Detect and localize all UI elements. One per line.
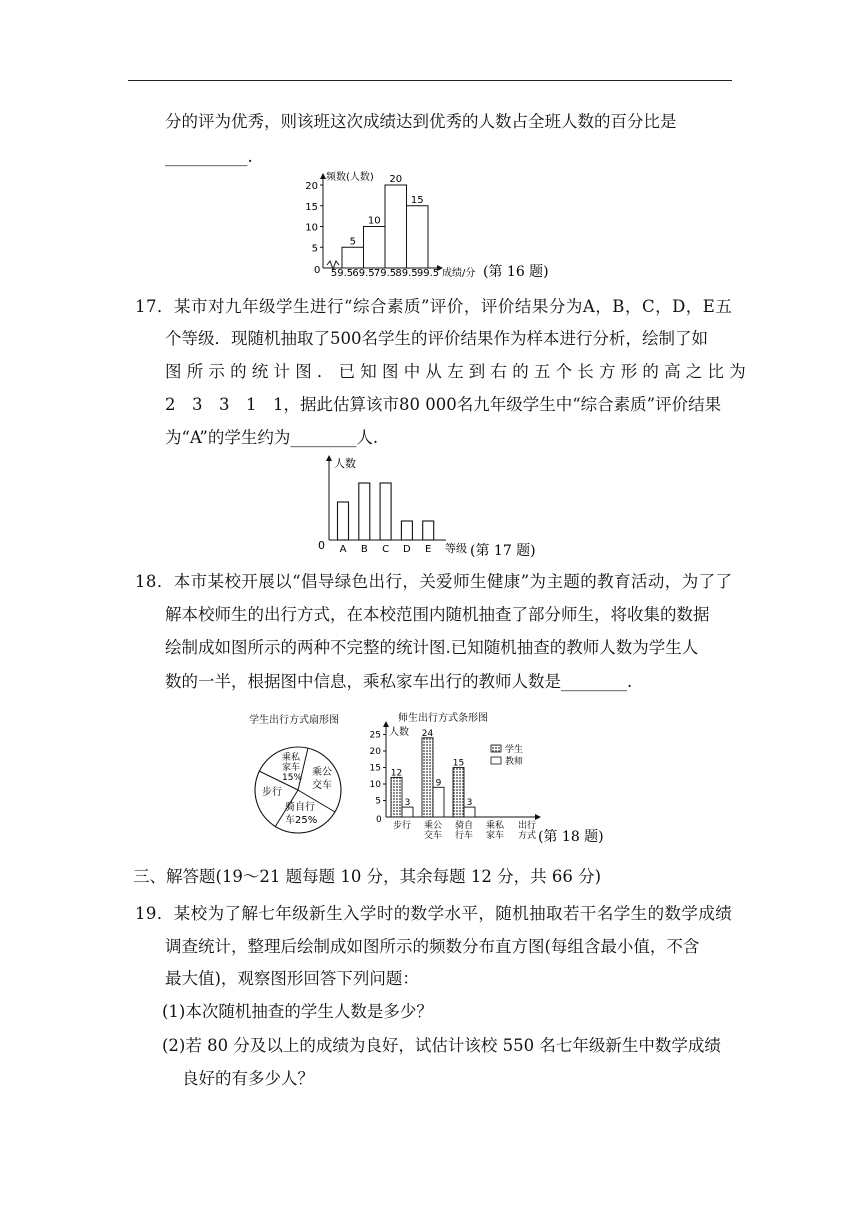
q18-bar-value: 3 bbox=[404, 798, 411, 809]
q16-ytick-label: 20 bbox=[305, 181, 318, 192]
q18-pie-title: 学生出行方式扇形图 bbox=[249, 715, 339, 726]
q16-xtick-label: 69.5 bbox=[352, 268, 375, 279]
legend-teacher-swatch bbox=[491, 757, 501, 764]
q17-line-3: 图所示的统计图．已知图中从左到右的五个长方形的高之比为 bbox=[165, 362, 751, 381]
q16-ylabel: 频数(人数) bbox=[326, 172, 374, 183]
q16-bar bbox=[342, 247, 364, 268]
q17-category-label: A bbox=[339, 544, 347, 555]
q18-pie-label-bus-1: 乘公 bbox=[312, 767, 332, 778]
q16-bar-value: 20 bbox=[389, 174, 403, 185]
legend-student: 学生 bbox=[505, 745, 524, 755]
q18-pie-label-bike-1: 骑自行 bbox=[285, 802, 315, 813]
q17-bar bbox=[380, 483, 391, 540]
header-rule bbox=[128, 80, 732, 81]
q17-category-label: C bbox=[382, 544, 390, 555]
q16-ytick-label: 15 bbox=[305, 201, 318, 213]
q18-pie-label-walk: 步行 bbox=[262, 787, 282, 798]
q17-line-1: 1 7 ． 某 市 对 九 年 级 学 生 进 行 “ 综 合 素 质 ” 评 价 ， 评 价 结 果 分 为 A ， B ， C ， D ， E 五 bbox=[135, 297, 732, 316]
q18-pie-label-bus-2: 交车 bbox=[312, 780, 332, 791]
q17-caption: (第 17 题) bbox=[470, 543, 536, 559]
q18-bar bbox=[464, 807, 475, 817]
q17-bar-chart bbox=[0, 452, 860, 562]
q18-pie-chart bbox=[245, 712, 365, 842]
q18-caption: (第 18 题) bbox=[538, 829, 604, 845]
q18-xlabel-1: 出行 bbox=[518, 821, 537, 831]
q17-ylabel: 人数 bbox=[334, 457, 356, 470]
q16-xtick-label: 59.5 bbox=[330, 268, 354, 279]
q18-category-label: 骑自行车 bbox=[454, 821, 474, 841]
q18-ytick-label: 10 bbox=[369, 780, 381, 790]
q18-ytick-label: 15 bbox=[369, 763, 381, 774]
q18-category-label: 乘私家车 bbox=[485, 821, 505, 841]
q18-pie-label-bike-2: 车25% bbox=[285, 815, 318, 826]
q18-bar-value: 24 bbox=[421, 728, 434, 739]
q17-bar bbox=[338, 502, 349, 540]
q16-bar-value: 5 bbox=[349, 236, 356, 248]
q18-bar bbox=[453, 768, 464, 818]
q18-pie-label-car-3: 15% bbox=[282, 773, 303, 783]
q17-bar bbox=[401, 521, 412, 540]
q17-bar bbox=[423, 521, 434, 540]
q19-line-2: 调查统计，整理后绘制成如图所示的频数分布直方图(每组含最小值，不含 bbox=[165, 937, 700, 956]
q17-category-label: D bbox=[403, 544, 411, 555]
q16-line-1: 分的评为优秀，则该班这次成绩达到优秀的人数占全班人数的百分比是 bbox=[165, 112, 677, 131]
q16-bar bbox=[385, 185, 407, 268]
q18-pie-label-car-2: 家车 bbox=[282, 763, 301, 773]
q16-blank: __________. bbox=[165, 147, 253, 166]
q17-bar bbox=[359, 483, 370, 540]
q18-bar-value: 12 bbox=[390, 768, 403, 779]
q18-bar bbox=[422, 738, 433, 817]
q18-ylabel: 人数 bbox=[389, 727, 409, 738]
q19-part-2: (2)若 80 分及以上的成绩为良好，试估计该校 550 名七年级新生中数学成绩 bbox=[162, 1036, 721, 1055]
q18-bar-chart bbox=[360, 708, 660, 848]
q18-bar-title: 师生出行方式条形图 bbox=[398, 713, 488, 724]
q18-ytick-label: 5 bbox=[375, 796, 381, 807]
q16-xlabel: 成绩/分 bbox=[442, 268, 476, 279]
section-3-heading: 三、解答题(19～21 题每题 10 分，其余每题 12 分，共 66 分) bbox=[133, 867, 602, 886]
q18-line-1: 1 8 ． 本 市 某 校 开 展 以 “ 倡 导 绿 色 出 行 ， 关 爱 师 生 健 康 ” 为 主 题 的 教 育 活 动 ， 为 了 了 bbox=[135, 572, 732, 591]
q18-bar bbox=[391, 777, 402, 817]
q18-category-label: 步行 bbox=[392, 821, 412, 831]
q18-line-2: 解本校师生的出行方式，在本校范围内随机抽查了部分师生，将收集的数据 bbox=[165, 605, 710, 624]
q18-ytick-label: 20 bbox=[369, 747, 381, 757]
q18-category-label: 乘公交车 bbox=[423, 821, 443, 841]
q16-origin: 0 bbox=[314, 265, 321, 276]
q19-part-2-cont: 良好的有多少人？ bbox=[182, 1069, 314, 1088]
q17-origin: 0 bbox=[318, 539, 325, 552]
q19-line-3: 最大值)，观察图形回答下列问题： bbox=[165, 969, 419, 988]
q18-bar-value: 9 bbox=[435, 778, 442, 789]
q18-ytick-label: 25 bbox=[369, 730, 381, 741]
q17-category-label: E bbox=[425, 544, 432, 555]
q16-bar-value: 10 bbox=[367, 215, 381, 227]
legend-student-swatch bbox=[491, 745, 501, 752]
q17-xlabel: 等级 bbox=[445, 542, 467, 555]
q16-histogram bbox=[0, 170, 860, 280]
q16-xtick-label: 79.5 bbox=[373, 268, 397, 279]
q18-bar-value: 15 bbox=[452, 758, 465, 769]
q19-part-1: (1)本次随机抽查的学生人数是多少？ bbox=[162, 1002, 433, 1021]
q17-line-4: 2 3 3 1 1，据此估算该市80 000名九年级学生中“综合素质”评价结果 bbox=[165, 395, 722, 414]
q16-caption: (第 16 题) bbox=[483, 264, 549, 280]
legend-teacher: 教师 bbox=[505, 757, 524, 767]
q17-category-label: B bbox=[360, 544, 368, 555]
q18-bar bbox=[402, 807, 413, 817]
q18-xlabel-2: 方式 bbox=[518, 831, 537, 841]
q16-xtick-label: 89.5 bbox=[395, 268, 418, 279]
q18-pie-label-car-1: 乘私 bbox=[282, 753, 301, 763]
q18-bar bbox=[433, 787, 444, 817]
q16-xtick-label: 99.5 bbox=[416, 268, 440, 279]
q17-line-5: 为“A”的学生约为________人. bbox=[165, 428, 379, 447]
q19-line-1: 1 9 ． 某 校 为 了 解 七 年 级 新 生 入 学 时 的 数 学 水 平 ， 随 机 抽 取 若 干 名 学 生 的 数 学 成 绩 bbox=[135, 904, 732, 923]
q18-bar-value: 3 bbox=[466, 798, 473, 809]
q17-line-2: 个等级．现随机抽取了500名学生的评价结果作为样本进行分析，绘制了如 bbox=[165, 329, 708, 348]
q18-line-4: 数的一半，根据图中信息，乘私家车出行的教师人数是________. bbox=[165, 672, 633, 691]
q18-line-3: 绘制成如图所示的两种不完整的统计图.已知随机抽查的教师人数为学生人 bbox=[165, 638, 699, 657]
q16-bar bbox=[407, 206, 429, 268]
q16-bar bbox=[364, 227, 386, 269]
q16-ytick-label: 5 bbox=[311, 243, 318, 255]
q16-ytick-label: 10 bbox=[305, 222, 318, 234]
q18-origin: 0 bbox=[376, 815, 382, 825]
q16-bar-value: 15 bbox=[410, 194, 424, 206]
